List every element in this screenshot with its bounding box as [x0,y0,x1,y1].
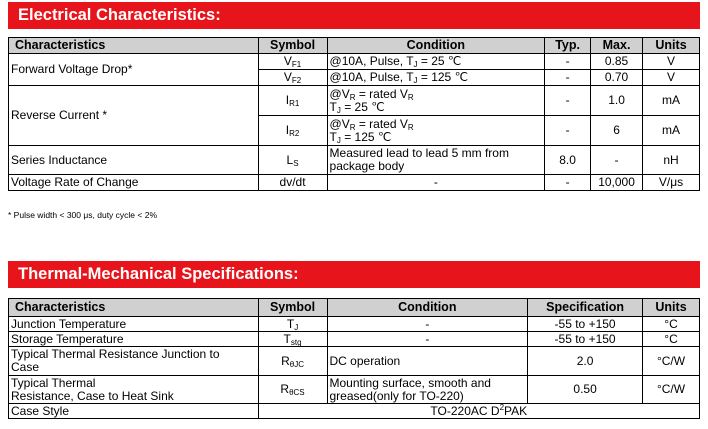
row-condition: $@V_R$ = rated $V_R$ $T_J = 125$ ℃ [327,116,545,146]
header-symbol: Symbol [258,38,327,54]
row-unit: mA [643,86,700,116]
row-name: Typical Thermal Resistance, Case to Heat Sink [9,376,259,404]
electrical-characteristics-table [8,37,700,191]
row-spec: -55 to +150 [528,332,643,347]
row-name: Junction Temperature [9,317,259,332]
header-specification: Specification [528,299,643,317]
row-unit: °C [643,332,700,347]
header-condition: Condition [327,299,528,317]
header-condition: Condition [327,38,545,54]
row-max: 10,000 [591,175,643,191]
row-spec: 0.50 [528,376,643,404]
row-spec: -55 to +150 [528,317,643,332]
row-condition: DC operation [327,347,528,376]
row-condition: - [327,317,528,332]
thermal-mechanical-banner [8,261,700,288]
row-condition: @10A, Pulse, $T_J = 25$ ℃ [327,54,545,70]
table-row [9,54,700,70]
row-unit: °C/W [643,347,700,376]
row-name: Series Inductance [9,146,259,175]
row-symbol: $I_{R2}$ [258,116,327,146]
row-symbol: $V_{F1}$ [258,54,327,70]
table-row [9,332,700,347]
table-row [9,376,700,404]
row-spec: 2.0 [528,347,643,376]
row-condition: Measured lead to lead 5 mm from package body [327,146,545,175]
row-unit: mA [643,116,700,146]
header-max: Max. [591,38,643,54]
table-row [9,404,700,419]
row-symbol: $T_J$ [258,317,327,332]
section-title: Electrical Characteristics: [18,6,221,24]
row-name: Case Style [9,404,259,419]
row-name: Voltage Rate of Change [9,175,259,191]
row-symbol: $T_{stg}$ [258,332,327,347]
row-max: - [591,146,643,175]
row-max: 0.85 [591,54,643,70]
row-unit: nH [643,146,700,175]
row-unit: °C [643,317,700,332]
row-name: Forward Voltage Drop* [9,54,259,86]
header-characteristics: Characteristics [9,299,259,317]
footnote: * Pulse width < 300 μs, duty cycle < 2% [8,210,158,220]
section-title: Thermal-Mechanical Specifications: [18,265,299,283]
row-symbol: $R_{\theta CS}$ [258,376,327,404]
row-name: Reverse Current * [9,86,259,146]
row-symbol: $L_S$ [258,146,327,175]
row-unit: V [643,54,700,70]
row-unit: °C/W [643,376,700,404]
header-units: Units [643,299,700,317]
table-row [9,86,700,116]
row-name: Storage Temperature [9,332,259,347]
table-row [9,175,700,191]
row-unit: V [643,70,700,86]
table-row [9,317,700,332]
row-condition: Mounting surface, smooth and greased(only for TO-220) [327,376,528,404]
header-symbol: Symbol [258,299,327,317]
row-condition: - [327,332,528,347]
row-typ: - [545,175,591,191]
table-row [9,146,700,175]
table-header-row [9,299,700,317]
row-max: 1.0 [591,86,643,116]
thermal-mechanical-table [8,298,700,419]
row-symbol: $R_{\theta JC}$ [258,347,327,376]
row-typ: - [545,54,591,70]
row-typ: 8.0 [545,146,591,175]
header-units: Units [643,38,700,54]
row-unit: V/μs [643,175,700,191]
row-typ: - [545,86,591,116]
row-condition: $@V_R$ = rated $V_R$ $T_J = 25$ ℃ [327,86,545,116]
row-symbol: dv/dt [258,175,327,191]
row-symbol: $I_{R1}$ [258,86,327,116]
header-typ: Typ. [545,38,591,54]
row-max: 6 [591,116,643,146]
electrical-characteristics-banner [8,2,700,29]
row-condition: - [327,175,545,191]
row-condition: @10A, Pulse, $T_J = 125$ ℃ [327,70,545,86]
table-header-row [9,38,700,54]
row-symbol: $V_{F2}$ [258,70,327,86]
row-max: 0.70 [591,70,643,86]
row-typ: - [545,70,591,86]
row-name: Typical Thermal Resistance Junction to Case [9,347,259,376]
header-characteristics: Characteristics [9,38,259,54]
table-row [9,347,700,376]
row-typ: - [545,116,591,146]
row-value: TO-220AC $D^2PAK$ [258,404,699,419]
